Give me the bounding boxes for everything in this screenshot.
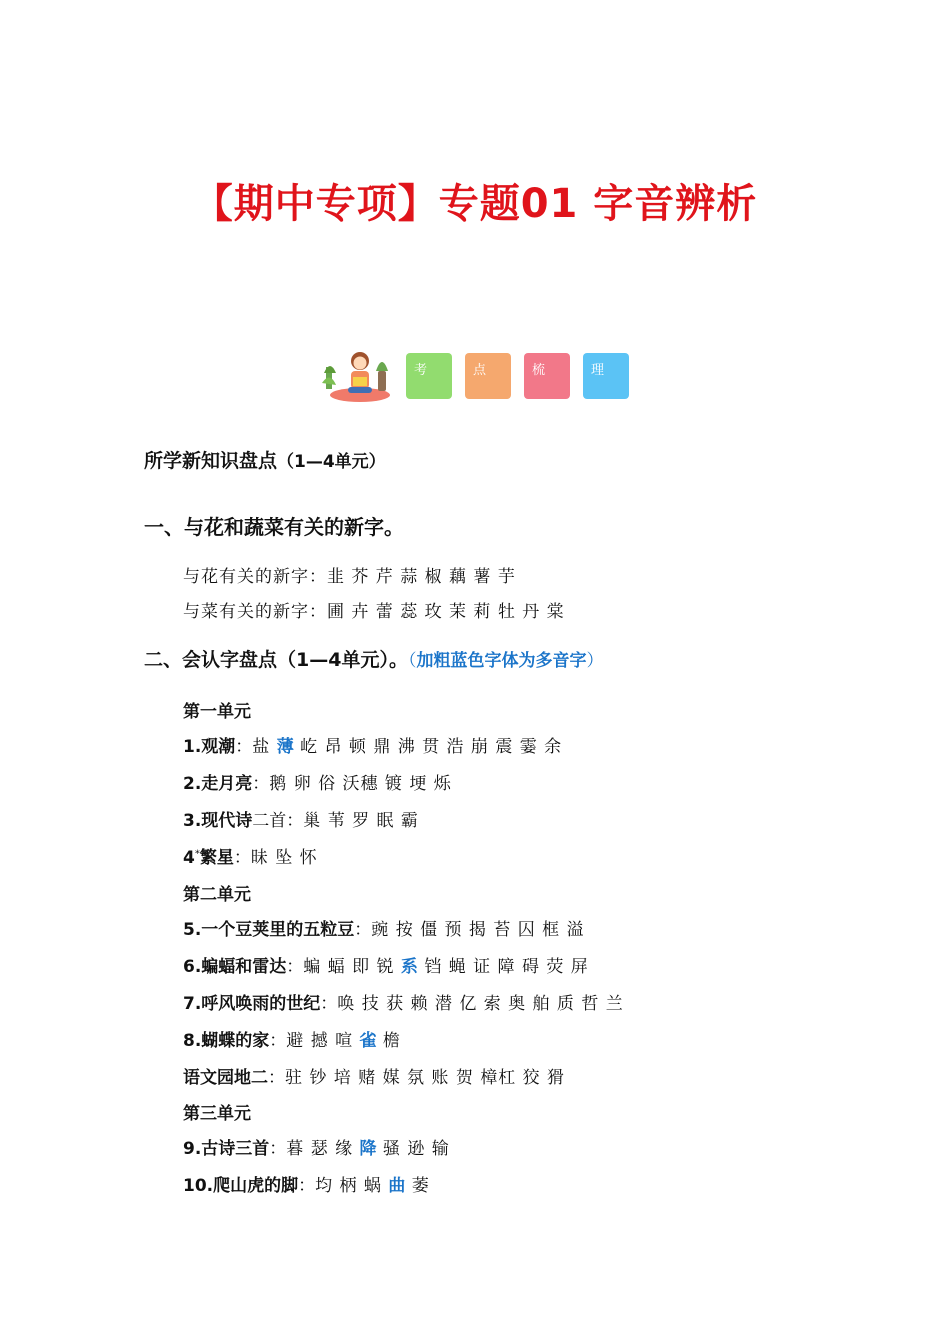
- flower-label: 与花有关的新字：: [183, 567, 327, 587]
- unit-3-heading: 第三单元: [183, 1104, 251, 1124]
- unit-1-heading: 第一单元: [183, 702, 251, 722]
- banner-tile-shu: 梳: [524, 353, 570, 399]
- flower-chars-line: [183, 562, 516, 587]
- unit-2-heading: 第二单元: [183, 885, 251, 905]
- banner-tile-li: 理: [583, 353, 629, 399]
- lesson-row-6: 6.蝙蝠和雷达：蝙 蝠 即 锐 系 铛 蝇 证 障 碍 荧 屏: [183, 957, 589, 977]
- lesson-row-2: 2.走月亮：鹅 卵 俗 沃穗 镀 埂 烁: [183, 774, 452, 794]
- garden-row: 语文园地二：驻 钞 培 赌 媒 氛 账 贺 樟杠 狡 猾: [183, 1068, 566, 1088]
- summary-heading: 所学新知识盘点（1—4单元）: [144, 450, 386, 472]
- banner-tile-dian: 点: [465, 353, 511, 399]
- vegetable-chars-line: [183, 597, 565, 622]
- lesson-row-4: 4*繁星：昧 坠 怀: [183, 848, 318, 868]
- polyphone-char: 曲: [388, 1176, 406, 1196]
- lesson-row-7: 7.呼风唤雨的世纪：唤 技 获 赖 潜 亿 索 奥 舶 质 哲 兰: [183, 994, 624, 1014]
- polyphone-char: 薄: [276, 737, 294, 757]
- polyphone-char: 降: [359, 1139, 377, 1159]
- section-2-heading: 二、会认字盘点（1—4单元）。（加粗蓝色字体为多音字）: [144, 649, 604, 671]
- polyphone-char: 雀: [359, 1031, 377, 1051]
- section-banner: [320, 343, 640, 403]
- reading-girl-illustration: [320, 343, 396, 403]
- summary-range: （1—4单元）: [277, 452, 386, 472]
- vegetable-chars: 圃 卉 蕾 蕊 玫 茉 莉 牡 丹 棠: [327, 602, 565, 622]
- lesson-row-9: 9.古诗三首：暮 瑟 缘 降 骚 逊 输: [183, 1139, 450, 1159]
- lesson-row-1: 1.观潮：盐 薄 屹 昂 顿 鼎 沸 贯 浩 崩 震 霎 余: [183, 737, 563, 757]
- banner-tile-kao: 考: [406, 353, 452, 399]
- lesson-row-8: 8.蝴蝶的家：避 撼 喧 雀 檐: [183, 1031, 401, 1051]
- vegetable-label: 与菜有关的新字：: [183, 602, 327, 622]
- lesson-row-10: 10.爬山虎的脚：均 柄 蜗 曲 萎: [183, 1176, 430, 1196]
- polyphone-note: （加粗蓝色字体为多音字）: [407, 651, 604, 671]
- polyphone-char: 系: [400, 957, 418, 977]
- flower-chars: 韭 芥 芹 蒜 椒 藕 薯 芋: [327, 567, 516, 587]
- lesson-row-3: 3.现代诗二首：巢 苇 罗 眠 霸: [183, 811, 419, 831]
- document-title: 【期中专项】专题01 字音辨析: [192, 181, 758, 227]
- lesson-row-5: 5.一个豆荚里的五粒豆：豌 按 僵 预 揭 苔 囚 框 溢: [183, 920, 585, 940]
- section-1-heading: 一、与花和蔬菜有关的新字。: [144, 515, 404, 539]
